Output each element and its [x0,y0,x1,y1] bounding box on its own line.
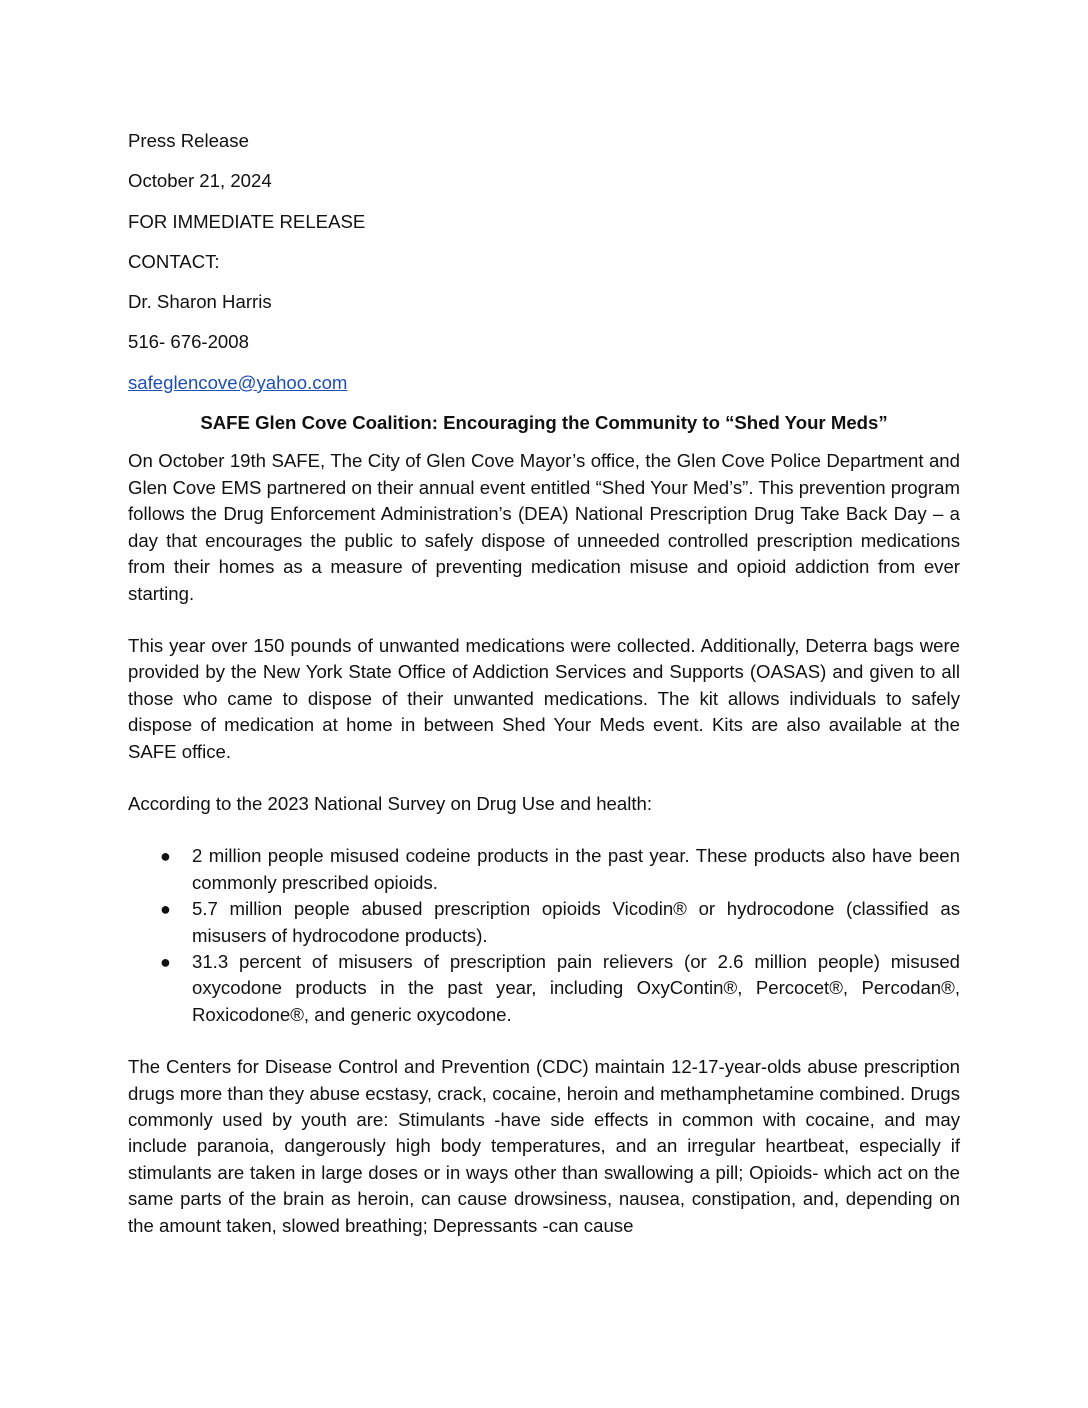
press-release-title: SAFE Glen Cove Coalition: Encouraging the Community to “Shed Your Meds” [200,412,888,434]
contact-phone: 516- 676-2008 [128,331,249,353]
release-status: FOR IMMEDIATE RELEASE [128,210,366,232]
document-type: Press Release [128,130,249,151]
contact-email-link[interactable]: safeglencove@yahoo.com [128,371,348,393]
bullet-icon: ● [160,899,171,920]
survey-stats-list [128,843,960,1028]
press-release-page [128,128,960,1265]
list-item-text: 2 million people misused codeine products in the past year. These products also have been commonly prescribed opioids. [192,845,960,893]
contact-label: CONTACT: [128,250,220,272]
release-date: October 21, 2024 [128,170,272,192]
cdc-paragraph: The Centers for Disease Control and Prevention (CDC) maintain 12-17-year-olds abuse prescription drugs more than they abuse ecstasy, crack, cocaine, heroin and methamphetamine combined. Drugs commonly used by youth are: Stimulants -have side effects in common with cocaine, and may include paranoia, dangerously high body temperatures, and an irregular heartbeat, especially if stimulants are taken in large doses or in ways other than swallowing a pill; Opioids- which act on the same parts of the brain as heroin, can cause drowsiness, nausea, constipation, and, depending on the amount taken, slowed breathing; Depressants -can cause [128,1056,960,1236]
list-item [160,896,960,949]
contact-name: Dr. Sharon Harris [128,291,272,313]
bullet-icon: ● [160,846,171,867]
collection-paragraph: This year over 150 pounds of unwanted medications were collected. Additionally, Deterra bags were provided by the New York State Office of Addiction Services and Supports (OASAS) and given to all those who came to dispose of their unwanted medications. The kit allows individuals to safely dispose of medication at home in between Shed Your Meds event. Kits are also available at the SAFE office. [128,634,960,762]
list-item [160,949,960,1028]
contact-email-line [128,370,960,396]
list-item-text: 5.7 million people abused prescription opioids Vicodin® or hydrocodone (classified as misusers of hydrocodone products). [192,898,960,946]
list-item-text: 31.3 percent of misusers of prescription pain relievers (or 2.6 million people) misused oxycodone products in the past year, including OxyContin®, Percocet®, Percodan®, Roxicodone®, and generic oxycodone. [192,950,960,1025]
bullet-icon: ● [160,951,171,972]
survey-intro-paragraph: According to the 2023 National Survey on Drug Use and health: [128,792,653,814]
list-item [160,843,960,896]
event-paragraph: On October 19th SAFE, The City of Glen Cove Mayor’s office, the Glen Cove Police Department and Glen Cove EMS partnered on their annual event entitled “Shed Your Med’s”. This prevention program follows the Drug Enforcement Administration’s (DEA) National Prescription Drug Take Back Day – a day that encourages the public to safely dispose of unneeded controlled prescription medications from their homes as a measure of preventing medication misuse and opioid addiction from ever starting. [128,450,960,604]
